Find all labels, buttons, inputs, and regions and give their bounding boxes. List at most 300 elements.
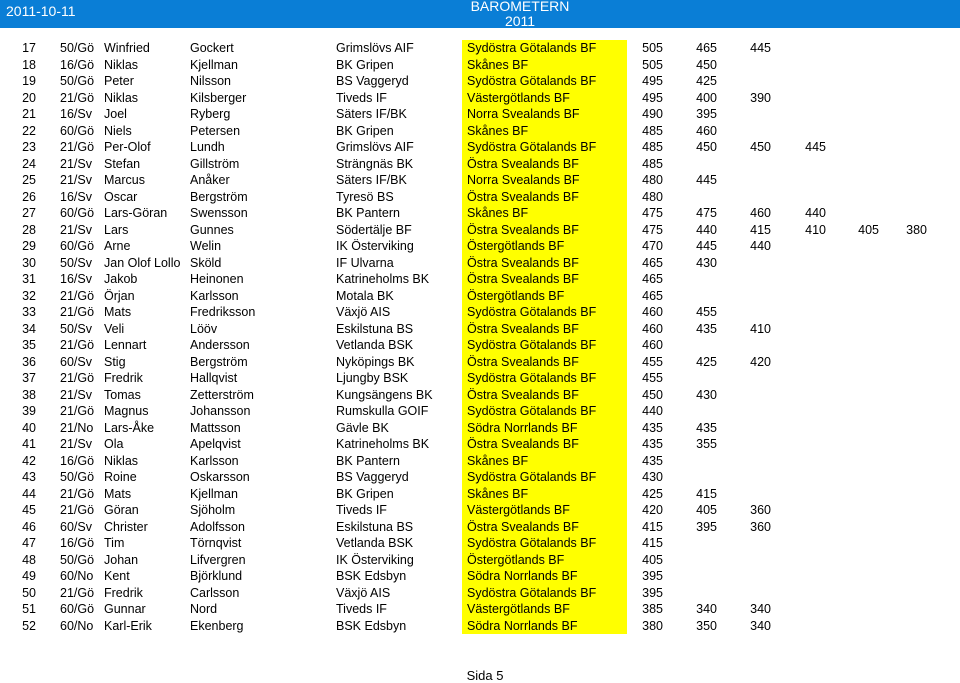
rank-cell: 46	[22, 519, 36, 534]
last-name-cell: Carlsson	[190, 585, 240, 600]
class-cell: 50/Gö	[60, 552, 95, 567]
page-header	[0, 0, 960, 28]
class-cell: 50/Sv	[60, 321, 92, 336]
header-date: 2011-10-11	[6, 3, 76, 19]
score-cell: 440	[750, 239, 771, 253]
class-cell: 50/Gö	[60, 470, 95, 484]
rank-cell: 21	[22, 107, 36, 121]
club-cell: Motala BK	[336, 288, 394, 303]
district-cell: Sydöstra Götalands BF	[467, 305, 597, 319]
club-cell: BK Pantern	[336, 453, 400, 468]
score-cell: 340	[750, 618, 771, 633]
last-name-cell: Sköld	[190, 255, 222, 270]
last-name-cell: Lööv	[190, 321, 218, 336]
first-name-cell: Jan Olof Lollo	[104, 255, 181, 270]
district-cell: Sydöstra Götalands BF	[467, 41, 597, 55]
score-cell: 490	[642, 107, 663, 121]
class-cell: 60/Sv	[60, 354, 92, 369]
class-cell: 60/No	[60, 569, 94, 583]
first-name-cell: Fredrik	[104, 585, 143, 600]
score-cell: 435	[696, 420, 717, 435]
table-row	[0, 568, 960, 585]
class-cell: 21/Gö	[60, 486, 95, 501]
first-name-cell: Winfried	[104, 41, 150, 55]
class-cell: 21/Gö	[60, 338, 95, 352]
score-cell: 425	[642, 486, 663, 501]
class-cell: 60/Gö	[60, 602, 95, 616]
district-cell: Östergötlands BF	[467, 552, 565, 567]
score-cell: 355	[696, 437, 717, 451]
score-cell: 415	[750, 222, 771, 237]
district-cell: Södra Norrlands BF	[467, 618, 578, 633]
score-cell: 435	[642, 437, 663, 451]
table-row	[0, 486, 960, 503]
table-row	[0, 337, 960, 354]
class-cell: 60/Gö	[60, 123, 95, 138]
table-row	[0, 205, 960, 222]
class-cell: 21/Gö	[60, 371, 95, 385]
score-cell: 390	[750, 90, 771, 105]
table-row	[0, 73, 960, 90]
rank-cell: 36	[22, 354, 36, 369]
class-cell: 21/Gö	[60, 503, 95, 517]
rank-cell: 38	[22, 387, 36, 402]
club-cell: Tiveds IF	[336, 90, 387, 105]
club-cell: Vetlanda BSK	[336, 338, 414, 352]
last-name-cell: Nilsson	[190, 74, 231, 88]
class-cell: 21/Sv	[60, 437, 92, 451]
score-cell: 455	[642, 354, 663, 369]
last-name-cell: Lundh	[190, 140, 225, 154]
table-row	[0, 585, 960, 602]
district-cell: Västergötlands BF	[467, 503, 570, 517]
table-row	[0, 156, 960, 173]
first-name-cell: Niklas	[104, 90, 139, 105]
rank-cell: 29	[22, 239, 36, 253]
first-name-cell: Fredrik	[104, 371, 143, 385]
table-row	[0, 387, 960, 404]
first-name-cell: Karl-Erik	[104, 618, 152, 633]
first-name-cell: Lennart	[104, 338, 147, 352]
table-row	[0, 601, 960, 618]
score-cell: 440	[642, 404, 663, 418]
rank-cell: 33	[22, 305, 36, 319]
score-cell: 460	[642, 338, 663, 352]
score-cell: 485	[642, 140, 663, 154]
first-name-cell: Lars-Göran	[104, 206, 168, 220]
class-cell: 21/Gö	[60, 585, 95, 600]
score-cell: 465	[642, 272, 663, 286]
table-row	[0, 469, 960, 486]
rank-cell: 17	[22, 41, 36, 55]
last-name-cell: Welin	[190, 239, 222, 253]
club-cell: Tiveds IF	[336, 602, 387, 616]
table-row	[0, 40, 960, 57]
first-name-cell: Oscar	[104, 189, 138, 204]
rank-cell: 26	[22, 189, 36, 204]
club-cell: Katrineholms BK	[336, 272, 430, 286]
score-cell: 410	[805, 222, 826, 237]
first-name-cell: Marcus	[104, 173, 145, 187]
district-cell: Östra Svealands BF	[467, 321, 579, 336]
score-cell: 475	[642, 206, 663, 220]
last-name-cell: Adolfsson	[190, 519, 245, 534]
club-cell: Grimslövs AIF	[336, 140, 414, 154]
table-row	[0, 519, 960, 536]
score-cell: 450	[750, 140, 771, 154]
score-cell: 400	[696, 90, 717, 105]
first-name-cell: Magnus	[104, 404, 149, 418]
score-cell: 505	[642, 41, 663, 55]
last-name-cell: Anåker	[190, 173, 230, 187]
last-name-cell: Björklund	[190, 569, 243, 583]
club-cell: BK Pantern	[336, 206, 400, 220]
header-title	[430, 0, 610, 29]
club-cell: Ljungby BSK	[336, 371, 409, 385]
table-row	[0, 123, 960, 140]
score-cell: 340	[750, 602, 771, 616]
first-name-cell: Tomas	[104, 387, 141, 402]
first-name-cell: Stefan	[104, 156, 141, 171]
district-cell: Östra Svealands BF	[467, 387, 579, 402]
class-cell: 16/Sv	[60, 272, 92, 286]
club-cell: IK Österviking	[336, 239, 414, 253]
club-cell: IF Ulvarna	[336, 255, 394, 270]
score-cell: 405	[696, 503, 717, 517]
class-cell: 16/Gö	[60, 536, 95, 550]
district-cell: Norra Svealands BF	[467, 173, 580, 187]
first-name-cell: Mats	[104, 305, 132, 319]
score-cell: 350	[696, 618, 717, 633]
club-cell: Eskilstuna BS	[336, 321, 414, 336]
table-row	[0, 453, 960, 470]
score-cell: 465	[642, 288, 663, 303]
club-cell: Gävle BK	[336, 420, 389, 435]
table-row	[0, 304, 960, 321]
score-cell: 360	[750, 519, 771, 534]
rank-cell: 22	[22, 123, 36, 138]
last-name-cell: Petersen	[190, 123, 241, 138]
rank-cell: 30	[22, 255, 36, 270]
district-cell: Sydöstra Götalands BF	[467, 371, 597, 385]
class-cell: 21/Gö	[60, 140, 95, 154]
score-cell: 465	[696, 41, 717, 55]
rank-cell: 28	[22, 222, 36, 237]
score-cell: 405	[858, 222, 879, 237]
last-name-cell: Andersson	[190, 338, 250, 352]
district-cell: Sydöstra Götalands BF	[467, 140, 597, 154]
district-cell: Norra Svealands BF	[467, 107, 580, 121]
first-name-cell: Johan	[104, 552, 139, 567]
table-row	[0, 271, 960, 288]
class-cell: 50/Gö	[60, 41, 95, 55]
score-cell: 480	[642, 189, 663, 204]
score-cell: 430	[696, 255, 717, 270]
district-cell: Västergötlands BF	[467, 602, 570, 616]
table-row	[0, 189, 960, 206]
score-cell: 380	[906, 222, 927, 237]
first-name-cell: Göran	[104, 503, 139, 517]
last-name-cell: Sjöholm	[190, 503, 236, 517]
score-cell: 420	[642, 503, 663, 517]
district-cell: Östra Svealands BF	[467, 272, 579, 286]
club-cell: BK Gripen	[336, 57, 394, 72]
club-cell: Vetlanda BSK	[336, 536, 414, 550]
score-cell: 395	[696, 107, 717, 121]
club-cell: Katrineholms BK	[336, 437, 430, 451]
score-cell: 460	[642, 305, 663, 319]
table-row	[0, 238, 960, 255]
district-cell: Östra Svealands BF	[467, 189, 579, 204]
rank-cell: 48	[22, 552, 36, 567]
club-cell: Kungsängens BK	[336, 387, 433, 402]
table-row	[0, 321, 960, 338]
table-row	[0, 255, 960, 272]
last-name-cell: Kjellman	[190, 486, 238, 501]
first-name-cell: Niklas	[104, 453, 139, 468]
club-cell: Grimslövs AIF	[336, 41, 414, 55]
rank-cell: 44	[22, 486, 36, 501]
class-cell: 21/Sv	[60, 222, 92, 237]
score-cell: 450	[696, 140, 717, 154]
last-name-cell: Kilsberger	[190, 90, 247, 105]
last-name-cell: Ekenberg	[190, 618, 244, 633]
club-cell: BSK Edsbyn	[336, 618, 407, 633]
district-cell: Sydöstra Götalands BF	[467, 470, 597, 484]
district-cell: Södra Norrlands BF	[467, 420, 578, 435]
club-cell: IK Österviking	[336, 552, 414, 567]
rank-cell: 50	[22, 585, 36, 600]
score-cell: 450	[696, 57, 717, 72]
score-cell: 445	[696, 239, 717, 253]
last-name-cell: Nord	[190, 602, 218, 616]
score-cell: 445	[805, 140, 826, 154]
last-name-cell: Mattsson	[190, 420, 241, 435]
first-name-cell: Peter	[104, 74, 134, 88]
score-cell: 460	[696, 123, 717, 138]
table-row	[0, 370, 960, 387]
club-cell: Södertälje BF	[336, 222, 412, 237]
last-name-cell: Johansson	[190, 404, 251, 418]
first-name-cell: Joel	[104, 107, 127, 121]
last-name-cell: Lifvergren	[190, 552, 246, 567]
class-cell: 60/Gö	[60, 206, 95, 220]
last-name-cell: Ryberg	[190, 107, 231, 121]
district-cell: Skånes BF	[467, 453, 529, 468]
rank-cell: 20	[22, 90, 36, 105]
class-cell: 21/Gö	[60, 288, 95, 303]
club-cell: Tiveds IF	[336, 503, 387, 517]
rank-cell: 40	[22, 420, 36, 435]
district-cell: Skånes BF	[467, 486, 529, 501]
club-cell: Eskilstuna BS	[336, 519, 414, 534]
score-cell: 455	[696, 305, 717, 319]
score-cell: 480	[642, 173, 663, 187]
last-name-cell: Apelqvist	[190, 437, 241, 451]
score-cell: 395	[642, 585, 663, 600]
class-cell: 50/Sv	[60, 255, 92, 270]
score-cell: 505	[642, 57, 663, 72]
score-cell: 415	[696, 486, 717, 501]
score-cell: 440	[805, 206, 826, 220]
class-cell: 21/No	[60, 420, 94, 435]
score-cell: 420	[750, 354, 771, 369]
last-name-cell: Bergström	[190, 354, 248, 369]
club-cell: Strängnäs BK	[336, 156, 414, 171]
table-row	[0, 618, 960, 635]
page-number: Sida 5	[466, 668, 504, 683]
district-cell: Södra Norrlands BF	[467, 569, 578, 583]
rank-cell: 24	[22, 156, 36, 171]
score-cell: 360	[750, 503, 771, 517]
first-name-cell: Gunnar	[104, 602, 146, 616]
club-cell: Växjö AIS	[336, 305, 391, 319]
rank-cell: 32	[22, 288, 36, 303]
table-row	[0, 139, 960, 156]
district-cell: Östra Svealands BF	[467, 255, 579, 270]
district-cell: Östra Svealands BF	[467, 156, 579, 171]
district-cell: Västergötlands BF	[467, 90, 570, 105]
rank-cell: 34	[22, 321, 36, 336]
club-cell: BK Gripen	[336, 123, 394, 138]
first-name-cell: Stig	[104, 354, 126, 369]
rank-cell: 35	[22, 338, 36, 352]
district-cell: Skånes BF	[467, 206, 529, 220]
district-cell: Skånes BF	[467, 57, 529, 72]
rank-cell: 45	[22, 503, 36, 517]
class-cell: 50/Gö	[60, 74, 95, 88]
first-name-cell: Kent	[104, 569, 130, 583]
score-cell: 385	[642, 602, 663, 616]
class-cell: 16/Gö	[60, 57, 95, 72]
score-cell: 460	[642, 321, 663, 336]
first-name-cell: Örjan	[104, 288, 135, 303]
last-name-cell: Gillström	[190, 156, 240, 171]
score-cell: 415	[642, 519, 663, 534]
score-cell: 440	[696, 222, 717, 237]
score-cell: 475	[642, 222, 663, 237]
table-row	[0, 403, 960, 420]
rank-cell: 18	[22, 57, 36, 72]
last-name-cell: Swensson	[190, 206, 248, 220]
first-name-cell: Per-Olof	[104, 140, 151, 154]
district-cell: Östra Svealands BF	[467, 437, 579, 451]
district-cell: Sydöstra Götalands BF	[467, 338, 597, 352]
score-cell: 475	[696, 206, 717, 220]
last-name-cell: Gunnes	[190, 222, 234, 237]
header-title-line1: BAROMETERN	[470, 0, 570, 14]
last-name-cell: Oskarsson	[190, 470, 250, 484]
score-cell: 425	[696, 354, 717, 369]
first-name-cell: Lars	[104, 222, 129, 237]
rank-cell: 37	[22, 371, 36, 385]
last-name-cell: Hallqvist	[190, 371, 238, 385]
last-name-cell: Bergström	[190, 189, 248, 204]
score-cell: 495	[642, 74, 663, 88]
table-row	[0, 106, 960, 123]
first-name-cell: Arne	[104, 239, 131, 253]
score-cell: 430	[642, 470, 663, 484]
score-cell: 460	[750, 206, 771, 220]
score-cell: 495	[642, 90, 663, 105]
last-name-cell: Zetterström	[190, 387, 254, 402]
first-name-cell: Niklas	[104, 57, 139, 72]
score-cell: 485	[642, 156, 663, 171]
score-cell: 410	[750, 321, 771, 336]
club-cell: BS Vaggeryd	[336, 74, 409, 88]
table-row	[0, 436, 960, 453]
first-name-cell: Ola	[104, 437, 124, 451]
rank-cell: 25	[22, 173, 36, 187]
rank-cell: 43	[22, 470, 36, 484]
first-name-cell: Niels	[104, 123, 132, 138]
rank-cell: 23	[22, 140, 36, 154]
class-cell: 60/Gö	[60, 239, 95, 253]
class-cell: 16/Sv	[60, 107, 92, 121]
score-cell: 395	[696, 519, 717, 534]
score-cell: 445	[696, 173, 717, 187]
table-row	[0, 222, 960, 239]
score-cell: 435	[696, 321, 717, 336]
class-cell: 16/Gö	[60, 453, 95, 468]
class-cell: 60/Sv	[60, 519, 92, 534]
first-name-cell: Roine	[104, 470, 137, 484]
first-name-cell: Jakob	[104, 272, 138, 286]
score-cell: 435	[642, 453, 663, 468]
last-name-cell: Törnqvist	[190, 536, 242, 550]
table-row	[0, 535, 960, 552]
class-cell: 21/Gö	[60, 305, 95, 319]
last-name-cell: Fredriksson	[190, 305, 256, 319]
district-cell: Östra Svealands BF	[467, 354, 579, 369]
first-name-cell: Lars-Åke	[104, 420, 155, 435]
last-name-cell: Gockert	[190, 41, 234, 55]
class-cell: 21/Sv	[60, 156, 92, 171]
score-cell: 425	[696, 74, 717, 88]
club-cell: Växjö AIS	[336, 585, 391, 600]
club-cell: Säters IF/BK	[336, 173, 407, 187]
score-cell: 415	[642, 536, 663, 550]
first-name-cell: Tim	[104, 536, 125, 550]
last-name-cell: Karlsson	[190, 288, 239, 303]
table-row	[0, 354, 960, 371]
score-cell: 485	[642, 123, 663, 138]
rank-cell: 42	[22, 453, 36, 468]
rank-cell: 49	[22, 569, 36, 583]
class-cell: 21/Sv	[60, 387, 92, 402]
class-cell: 60/No	[60, 618, 94, 633]
club-cell: BS Vaggeryd	[336, 470, 409, 484]
district-cell: Sydöstra Götalands BF	[467, 585, 597, 600]
club-cell: BSK Edsbyn	[336, 569, 407, 583]
rank-cell: 31	[22, 272, 36, 286]
rank-cell: 41	[22, 437, 36, 451]
table-row	[0, 90, 960, 107]
district-cell: Sydöstra Götalands BF	[467, 404, 597, 418]
score-cell: 455	[642, 371, 663, 385]
header-title-line2: 2011	[504, 13, 536, 29]
club-cell: Nyköpings BK	[336, 354, 415, 369]
score-cell: 405	[642, 552, 663, 567]
club-cell: BK Gripen	[336, 486, 394, 501]
table-row	[0, 57, 960, 74]
score-cell: 470	[642, 239, 663, 253]
club-cell: Tyresö BS	[336, 189, 394, 204]
club-cell: Säters IF/BK	[336, 107, 407, 121]
club-cell: Rumskulla GOIF	[336, 404, 429, 418]
district-cell: Sydöstra Götalands BF	[467, 74, 597, 88]
score-cell: 340	[696, 602, 717, 616]
